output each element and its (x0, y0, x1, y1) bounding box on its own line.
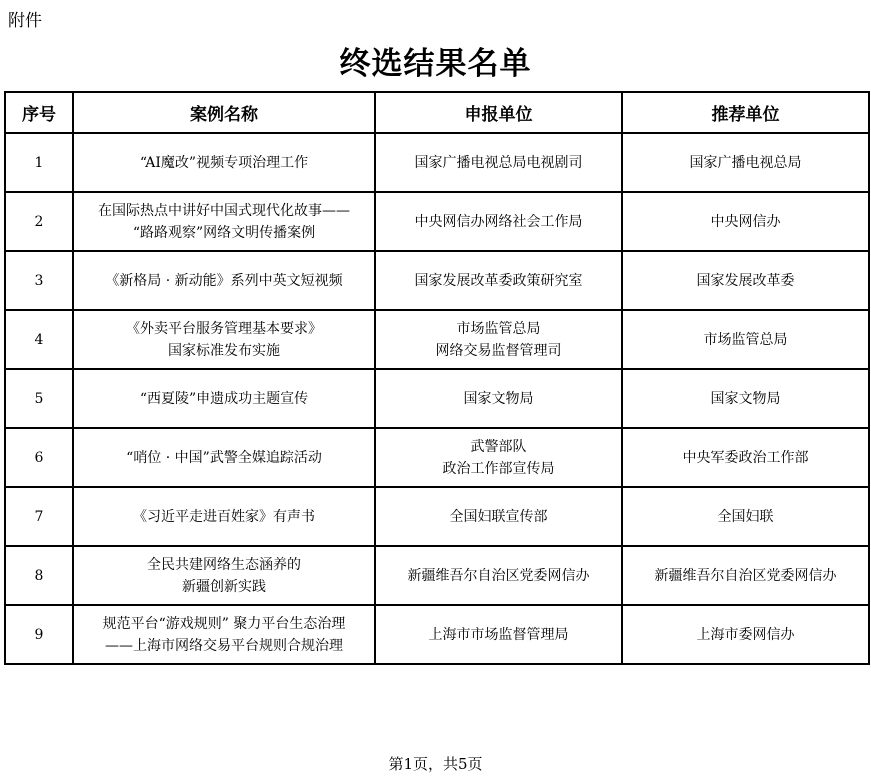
case-name-line: 在国际热点中讲好中国式现代化故事—— (98, 202, 350, 219)
cell-no: 3 (5, 251, 73, 310)
cell-no: 7 (5, 487, 73, 546)
cell-applicant (375, 251, 622, 310)
case-name-line: 《新格局 · 新动能》系列中英文短视频 (105, 272, 343, 289)
cell-recommender: 中央军委政治工作部 (622, 428, 869, 487)
attachment-label: 附件 (8, 11, 42, 31)
table-row (5, 546, 869, 605)
case-name-line: “哨位 · 中国”武警全媒追踪活动 (126, 449, 322, 466)
cell-no: 5 (5, 369, 73, 428)
cell-case-name (73, 310, 375, 369)
applicant-line: 上海市市场监督管理局 (428, 626, 569, 643)
results-table (4, 91, 870, 665)
cell-recommender: 上海市委网信办 (622, 605, 869, 664)
case-name-line: 《外卖平台服务管理基本要求》 (126, 320, 322, 337)
cell-recommender: 中央网信办 (622, 192, 869, 251)
cell-recommender: 新疆维吾尔自治区党委网信办 (622, 546, 869, 605)
case-name-line: “西夏陵”申遗成功主题宣传 (139, 390, 309, 407)
applicant-line: 新疆维吾尔自治区党委网信办 (407, 567, 590, 584)
cell-recommender: 国家发展改革委 (622, 251, 869, 310)
applicant-line: 全国妇联宣传部 (449, 508, 548, 525)
column-header-applicant: 申报单位 (375, 92, 622, 133)
applicant-line: 武警部队 (470, 438, 527, 455)
cell-case-name (73, 428, 375, 487)
cell-case-name (73, 192, 375, 251)
table-row (5, 251, 869, 310)
cell-applicant (375, 310, 622, 369)
case-name-line: 规范平台“游戏规则” 聚力平台生态治理 (102, 615, 346, 632)
case-name-line: “AI魔改”视频专项治理工作 (139, 154, 309, 171)
applicant-line: 网络交易监督管理司 (435, 342, 562, 359)
cell-applicant (375, 192, 622, 251)
cell-case-name (73, 605, 375, 664)
cell-applicant (375, 546, 622, 605)
applicant-line: 国家发展改革委政策研究室 (414, 272, 583, 289)
table-row (5, 192, 869, 251)
table-row (5, 487, 869, 546)
cell-no: 4 (5, 310, 73, 369)
table-row (5, 310, 869, 369)
cell-applicant (375, 605, 622, 664)
table-header-row (5, 92, 869, 133)
cell-no: 9 (5, 605, 73, 664)
cell-case-name (73, 251, 375, 310)
case-name-line: “路路观察”网络文明传播案例 (132, 224, 316, 241)
case-name-line: 全民共建网络生态涵养的 (147, 556, 301, 573)
cell-applicant (375, 428, 622, 487)
applicant-line: 中央网信办网络社会工作局 (414, 213, 583, 230)
page-title: 终选结果名单 (339, 46, 532, 82)
cell-recommender: 全国妇联 (622, 487, 869, 546)
cell-no: 8 (5, 546, 73, 605)
column-header-case-name: 案例名称 (73, 92, 375, 133)
cell-recommender: 国家广播电视总局 (622, 133, 869, 192)
table-row (5, 369, 869, 428)
case-name-line: 《习近平走进百姓家》有声书 (133, 508, 315, 525)
column-header-recommender: 推荐单位 (622, 92, 869, 133)
cell-no: 2 (5, 192, 73, 251)
applicant-line: 政治工作部宣传局 (442, 460, 555, 477)
applicant-line: 市场监管总局 (456, 320, 541, 337)
applicant-line: 国家文物局 (463, 390, 534, 407)
column-header-no: 序号 (5, 92, 73, 133)
cell-recommender: 国家文物局 (622, 369, 869, 428)
cell-applicant (375, 487, 622, 546)
cell-case-name (73, 133, 375, 192)
table-row (5, 133, 869, 192)
cell-case-name (73, 369, 375, 428)
cell-recommender: 市场监管总局 (622, 310, 869, 369)
case-name-line: 新疆创新实践 (182, 578, 266, 595)
table-row (5, 428, 869, 487)
case-name-line: ——上海市网络交易平台规则合规治理 (105, 637, 343, 654)
cell-applicant (375, 133, 622, 192)
cell-no: 1 (5, 133, 73, 192)
cell-no: 6 (5, 428, 73, 487)
table-row (5, 605, 869, 664)
case-name-line: 国家标准发布实施 (168, 342, 280, 359)
applicant-line: 国家广播电视总局电视剧司 (414, 154, 583, 171)
cell-applicant (375, 369, 622, 428)
page-number-footer: 第1页，共5页 (388, 755, 483, 773)
cell-case-name (73, 487, 375, 546)
cell-case-name (73, 546, 375, 605)
